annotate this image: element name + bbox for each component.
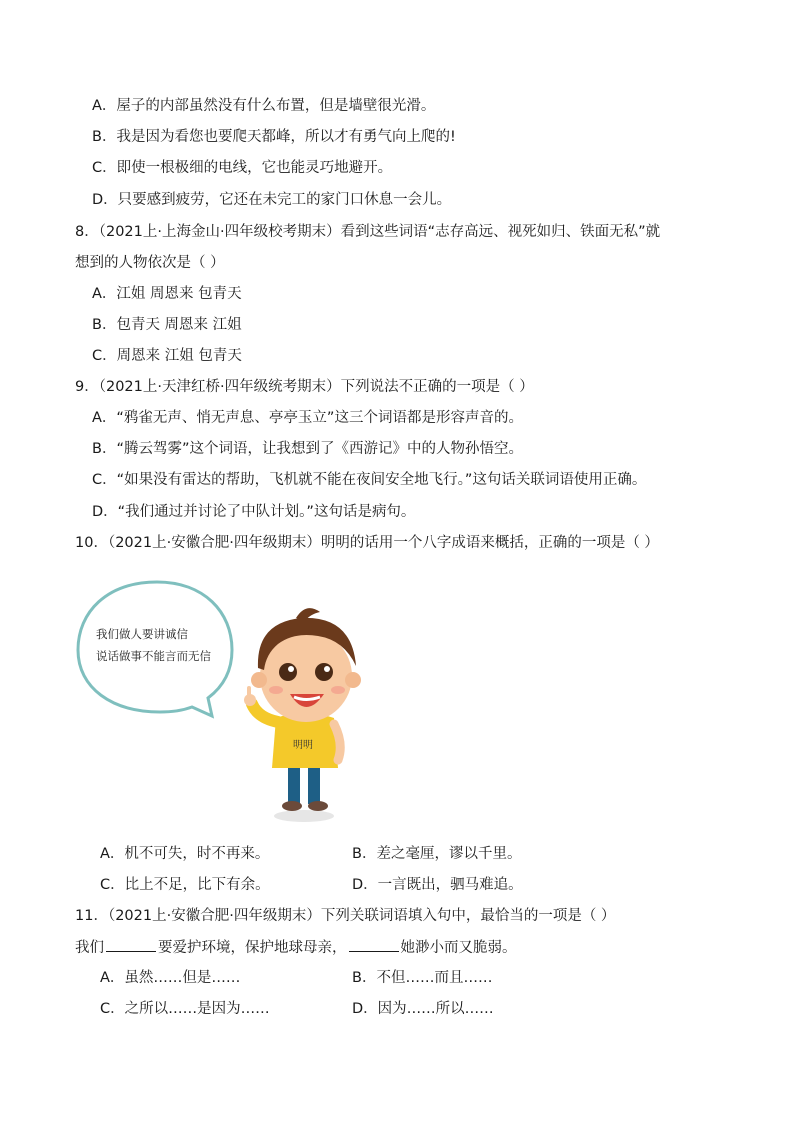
q9-option-b: B．“腾云驾雾”这个词语，让我想到了《西游记》中的人物孙悟空。 <box>92 441 523 457</box>
q8-stem-line1: 8．（2021上·上海金山·四年级校考期末）看到这些词语“志存高远、视死如归、铁面无私”就 <box>75 224 661 240</box>
boy-left-cheek <box>269 686 283 694</box>
q7-option-b: B．我是因为看您也要爬天都峰，所以才有勇气向上爬的! <box>92 129 456 145</box>
cartoon-boy-figure <box>72 572 392 832</box>
q11-blank-2[interactable] <box>349 937 399 952</box>
q11-stem: 11．（2021上·安徽合肥·四年级期末）下列关联词语填入句中，最恰当的一项是（ ） <box>75 908 616 924</box>
ground-shadow <box>274 810 334 822</box>
q9-option-d: D．“我们通过并讨论了中队计划。”这句话是病句。 <box>92 504 416 520</box>
boy-right-cheek <box>331 686 345 694</box>
q7-option-d: D．只要感到疲劳，它还在未完工的家门口休息一会儿。 <box>92 192 452 208</box>
q8-option-b: B．包青天 周恩来 江姐 <box>92 317 242 333</box>
q8-option-c: C．周恩来 江姐 包青天 <box>92 348 242 364</box>
q11-option-b: B．不但……而且…… <box>352 970 493 986</box>
q11-sentence <box>75 937 517 958</box>
q8-option-a: A．江姐 周恩来 包青天 <box>92 286 242 302</box>
q10-option-a: A．机不可失，时不再来。 <box>100 846 270 862</box>
q11-option-a: A．虽然……但是…… <box>100 970 241 986</box>
q10-option-c: C．比上不足，比下有余。 <box>100 877 270 893</box>
q11-option-c: C．之所以……是因为…… <box>100 1001 270 1017</box>
q9-option-a: A．“鸦雀无声、悄无声息、亭亭玉立”这三个词语都是形容声音的。 <box>92 410 523 426</box>
boy-left-shoe <box>282 801 302 811</box>
shirt-name-label: 明明 <box>293 740 313 751</box>
bubble-line-1: 我们做人要讲诚信 <box>96 627 188 641</box>
q10-option-d: D．一言既出，驷马难追。 <box>352 877 523 893</box>
q11-sentence-part1: 我们 <box>75 940 104 956</box>
boy-left-eye <box>279 663 297 681</box>
q7-option-c: C．即使一根极细的电线，它也能灵巧地避开。 <box>92 160 393 176</box>
q7-option-a: A．屋子的内部虽然没有什么布置，但是墙壁很光滑。 <box>92 98 436 114</box>
q11-option-d: D．因为……所以…… <box>352 1001 494 1017</box>
q11-blank-1[interactable] <box>106 937 156 952</box>
eye-highlight-right <box>324 666 330 672</box>
boy-right-leg <box>308 762 320 804</box>
q8-stem-line2: 想到的人物依次是（ ） <box>75 255 225 271</box>
q10-option-b: B．差之毫厘，谬以千里。 <box>352 846 522 862</box>
boy-right-shoe <box>308 801 328 811</box>
q9-option-c: C．“如果没有雷达的帮助，飞机就不能在夜间安全地飞行。”这句话关联词语使用正确。 <box>92 472 647 488</box>
q11-sentence-part2: 要爱护环境，保护地球母亲， <box>158 940 347 956</box>
bubble-line-2: 说话做事不能言而无信 <box>96 649 211 663</box>
boy-left-ear <box>251 672 267 688</box>
q9-stem: 9．（2021上·天津红桥·四年级统考期末）下列说法不正确的一项是（ ） <box>75 379 534 395</box>
q10-stem: 10．（2021上·安徽合肥·四年级期末）明明的话用一个八字成语来概括，正确的一项是（ ） <box>75 535 659 551</box>
boy-pointing-finger <box>247 686 251 698</box>
boy-right-ear <box>345 672 361 688</box>
boy-right-eye <box>315 663 333 681</box>
q11-sentence-part3: 她渺小而又脆弱。 <box>400 940 517 956</box>
eye-highlight-left <box>288 666 294 672</box>
cartoon-boy-illustration <box>72 572 392 832</box>
boy-left-leg <box>288 762 300 804</box>
